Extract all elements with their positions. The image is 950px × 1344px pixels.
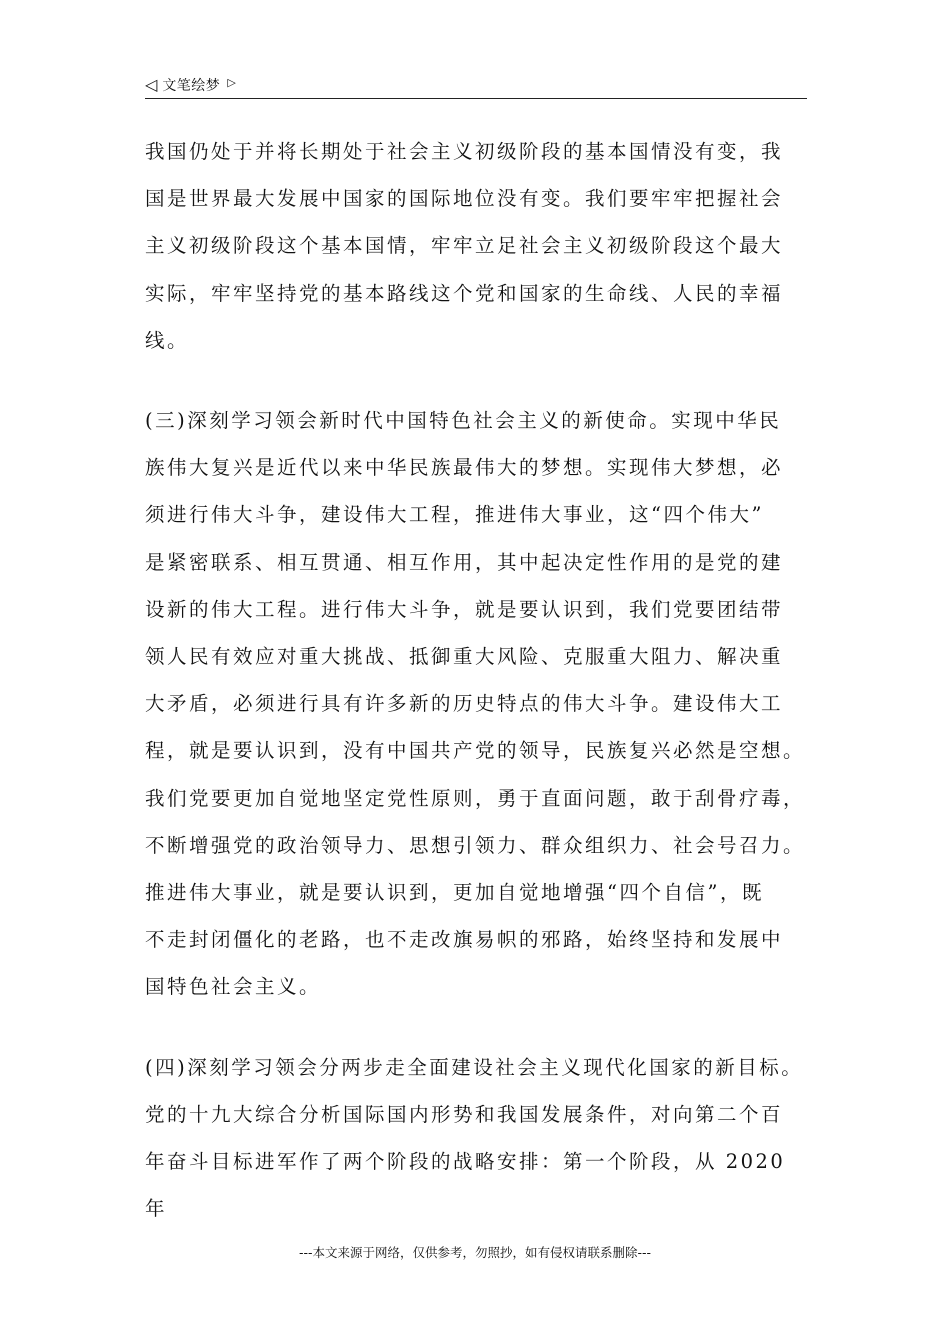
text-line: 我国仍处于并将长期处于社会主义初级阶段的基本国情没有变，我: [145, 140, 784, 163]
header-title: 文笔绘梦: [162, 78, 221, 94]
paragraph-1: [145, 128, 809, 364]
text-line: 主义初级阶段这个基本国情，牢牢立足社会主义初级阶段这个最大: [145, 234, 784, 258]
triangle-left-outline-icon: ◁: [145, 75, 158, 94]
text-line: 领人民有效应对重大挑战、抵御重大风险、克服重大阻力、解决重: [145, 645, 784, 669]
text-line: (四)深刻学习领会分两步走全面建设社会主义现代化国家的新目标。: [145, 1055, 804, 1079]
text-line: 设新的伟大工程。进行伟大斗争，就是要认识到，我们党要团结带: [145, 597, 784, 621]
text-line: 党的十九大综合分析国际国内形势和我国发展条件，对向第二个百: [145, 1102, 784, 1126]
text-line: 是紧密联系、相互贯通、相互作用，其中起决定性作用的是党的建: [145, 550, 784, 574]
text-line: 不走封闭僵化的老路，也不走改旗易帜的邪路，始终坚持和发展中: [145, 928, 784, 952]
text-line: 国特色社会主义。: [145, 975, 322, 999]
text-line: (三)深刻学习领会新时代中国特色社会主义的新使命。实现中华民: [145, 409, 782, 433]
text-line: 大矛盾，必须进行具有许多新的历史特点的伟大斗争。建设伟大工: [145, 692, 784, 716]
page-header: [145, 72, 807, 99]
text-line: 不断增强党的政治领导力、思想引领力、群众组织力、社会号召力。: [145, 833, 806, 857]
paragraph-3: [145, 1044, 809, 1233]
triangle-right-outline-icon: ▷: [227, 75, 236, 89]
page-footer-disclaimer: ---本文来源于网络，仅供参考，勿照抄，如有侵权请联系删除---: [298, 1245, 652, 1260]
document-body: [145, 128, 809, 1232]
text-line: 程，就是要认识到，没有中国共产党的领导，民族复兴必然是空想。: [145, 739, 806, 763]
text-line: 推进伟大事业，就是要认识到，更加自觉地增强“四个自信”，既: [145, 881, 764, 905]
text-line: 年奋斗目标进军作了两个阶段的战略安排：第一个阶段，从 2020 年: [145, 1150, 786, 1221]
paragraph-2: [145, 397, 809, 1011]
text-line: 族伟大复兴是近代以来中华民族最伟大的梦想。实现伟大梦想，必: [145, 456, 784, 480]
text-line: 实际，牢牢坚持党的基本路线这个党和国家的生命线、人民的幸福: [145, 281, 784, 305]
text-line: 国是世界最大发展中国家的国际地位没有变。我们要牢牢把握社会: [145, 187, 784, 211]
text-line: 线。: [145, 328, 190, 352]
text-line: 须进行伟大斗争，建设伟大工程，推进伟大事业，这“四个伟大”: [145, 503, 764, 527]
text-line: 我们党要更加自觉地坚定党性原则，勇于直面问题，敢于刮骨疗毒，: [145, 786, 806, 810]
